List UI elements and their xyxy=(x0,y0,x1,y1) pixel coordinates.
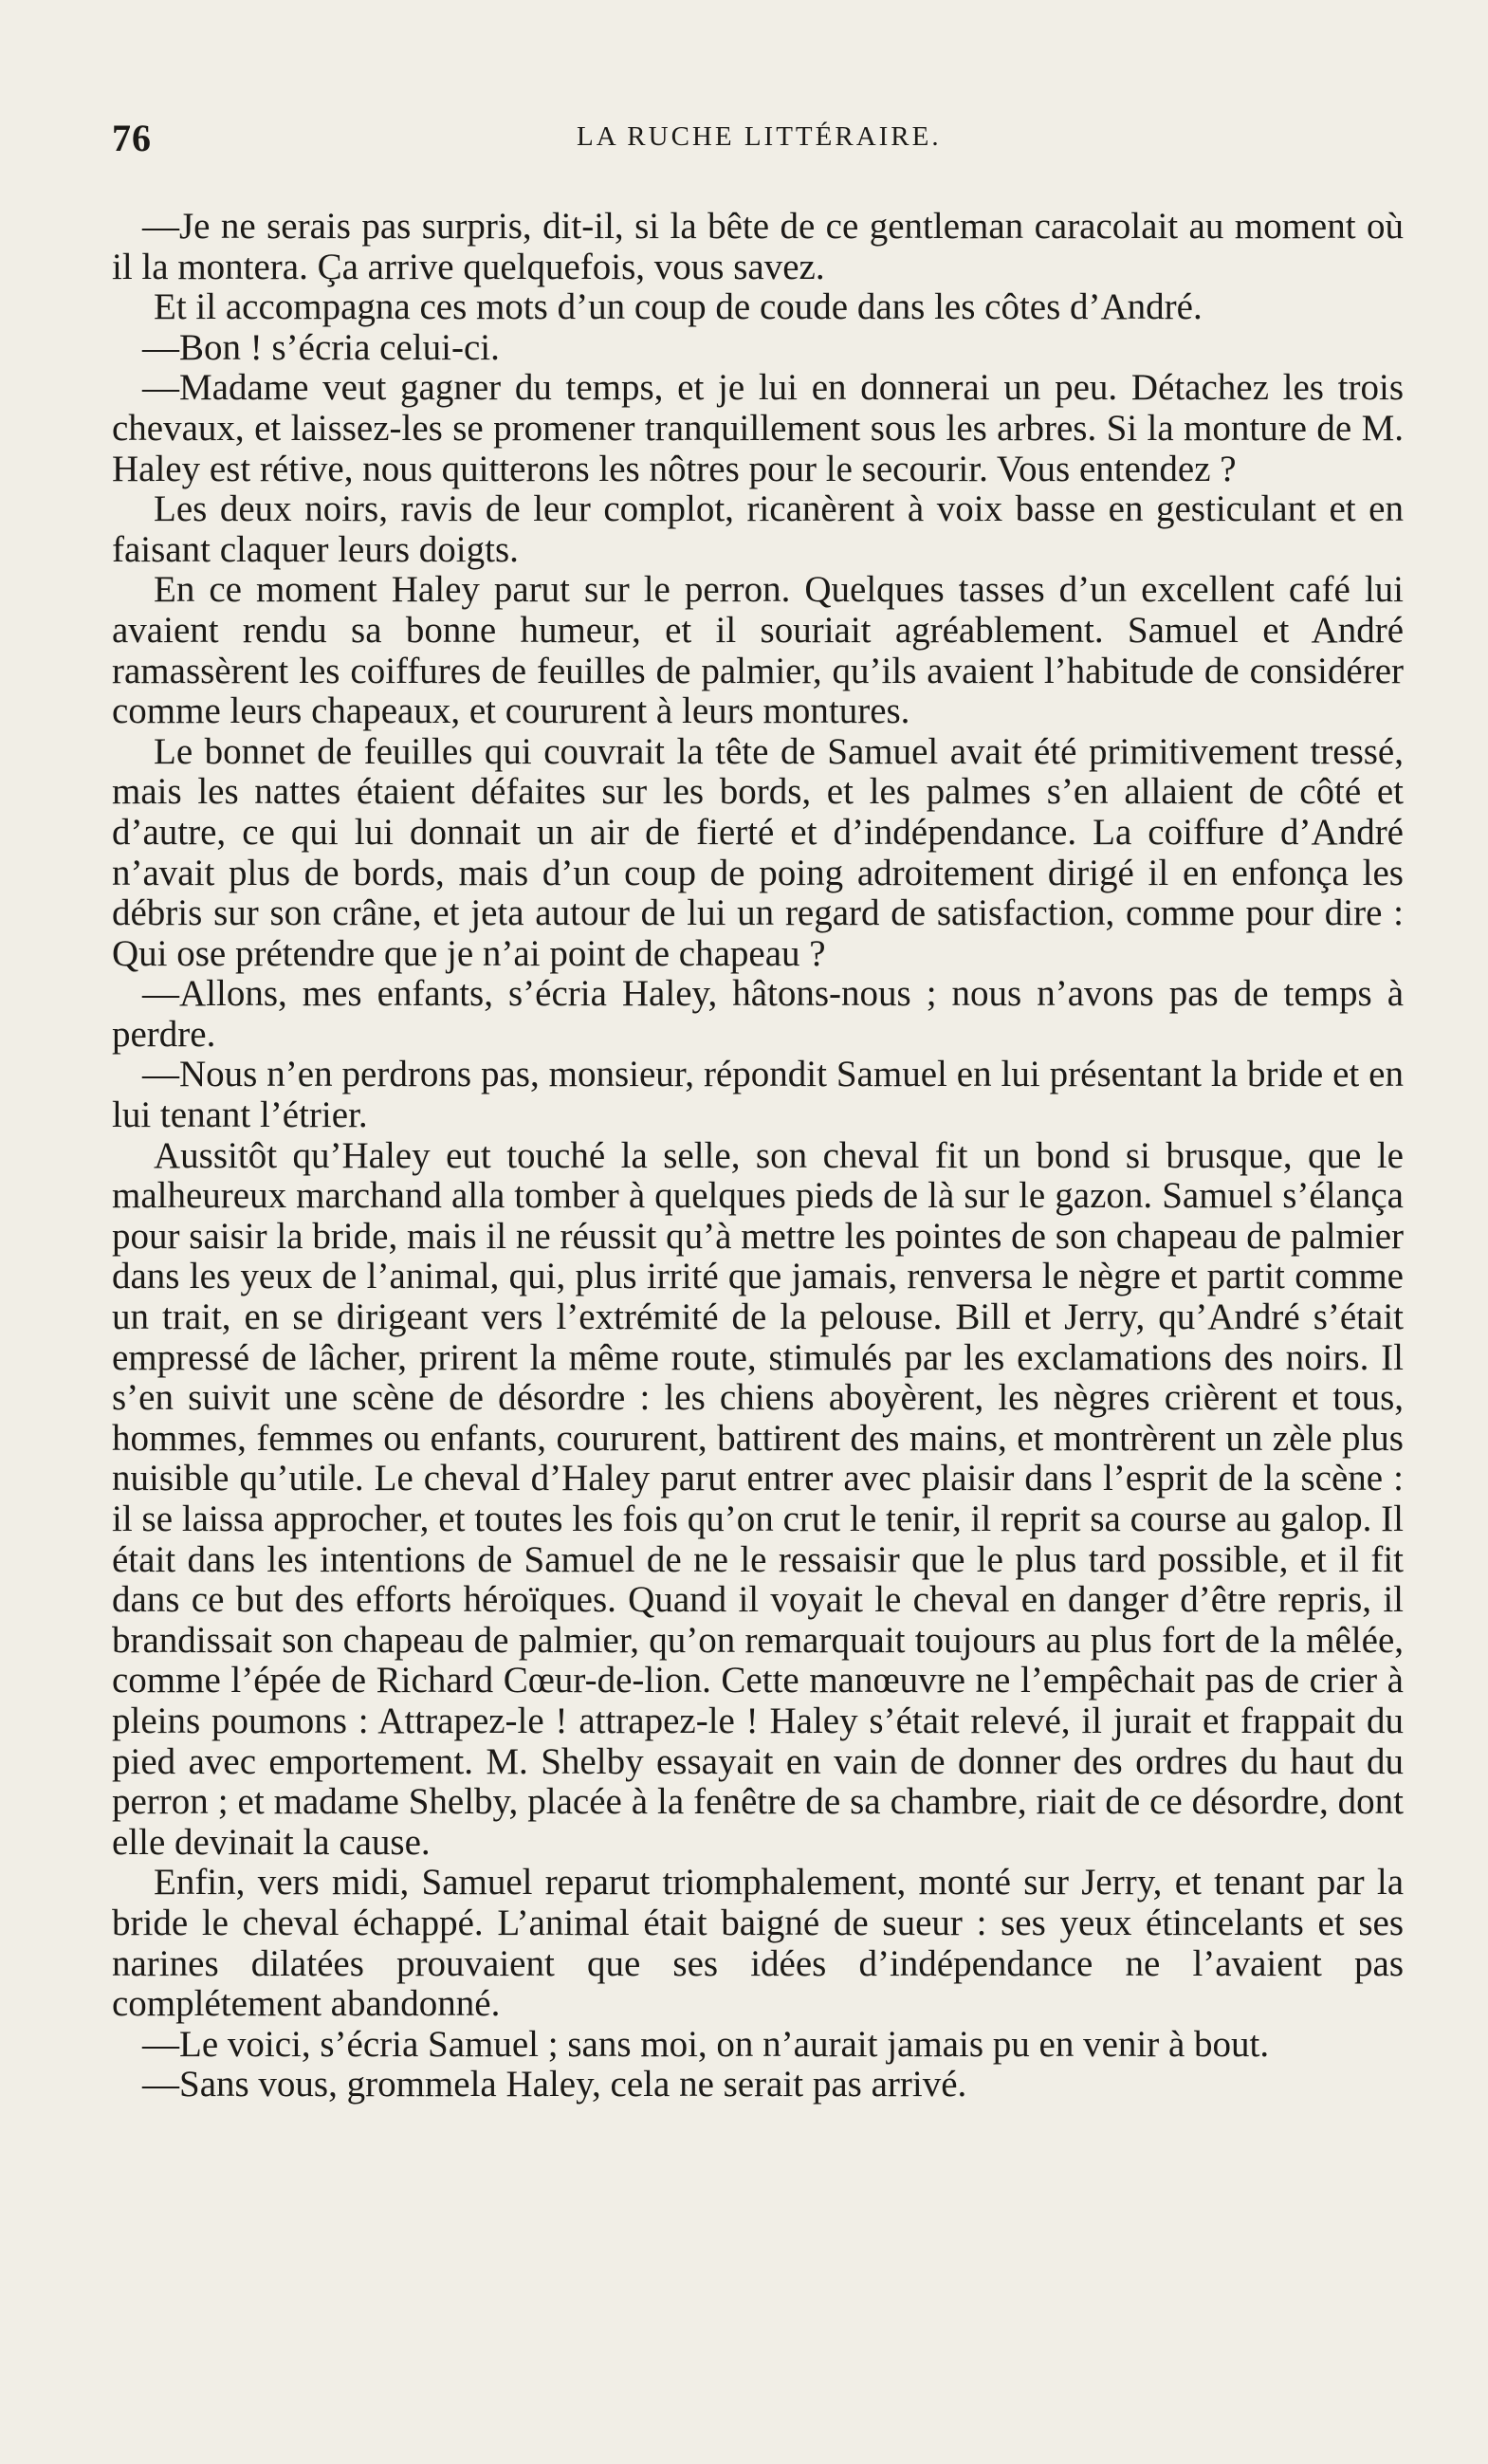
paragraph: —Allons, mes enfants, s’écria Haley, hâtons-nous ; nous n’avons pas de temps à perdre. xyxy=(112,973,1404,1055)
paragraph: Et il accompagna ces mots d’un coup de coude dans les côtes d’André. xyxy=(154,286,1203,328)
page-header xyxy=(112,116,1402,173)
paragraph: Le bonnet de feuilles qui couvrait la tête de Samuel avait été primitivement tressé, mais les nattes étaient défaites sur les bords, et les palmes s’en allaient de côté et d’autre, ce qui lui donnait un air de fierté et d’indépendance. La coiffure d’André n’avait plus de bords, mais d’un coup de poing adroitement dirigé il en enfonça les débris sur son crâne, et jeta autour de lui un regard de satisfaction, comme pour dire : Qui ose prétendre que je n’ai point de chapeau ? xyxy=(112,730,1404,974)
paragraph: Les deux noirs, ravis de leur complot, ricanèrent à voix basse en gesticulant et en faisant claquer leurs doigts. xyxy=(112,488,1404,570)
body-text xyxy=(112,207,1404,2105)
paragraph: —Sans vous, grommela Haley, cela ne serait pas arrivé. xyxy=(142,2064,967,2105)
running-head: LA RUCHE LITTÉRAIRE. xyxy=(577,121,942,152)
paragraph: —Nous n’en perdrons pas, monsieur, répondit Samuel en lui présentant la bride et en lui tenant l’étrier. xyxy=(112,1054,1404,1136)
paragraph: —Je ne serais pas surpris, dit-il, si la bête de ce gentleman caracolait au moment où il la montera. Ça arrive quelquefois, vous savez. xyxy=(112,206,1404,287)
paragraph: —Madame veut gagner du temps, et je lui en donnerai un peu. Détachez les trois chevaux, et laissez-les se promener tranquillement sous les arbres. Si la monture de M. Haley est rétive, nous quitterons les nôtres pour le secourir. Vous entendez ? xyxy=(112,367,1404,489)
paragraph: Aussitôt qu’Haley eut touché la selle, son cheval fit un bond si brusque, que le malheureux marchand alla tomber à quelques pieds de là sur le gazon. Samuel s’élança pour saisir la bride, mais il ne réussit qu’à mettre les pointes de son chapeau de palmier dans les yeux de l’animal, qui, plus irrité que jamais, renversa le nègre et partit comme un trait, en se dirigeant vers l’extrémité de la pelouse. Bill et Jerry, qu’André s’était empressé de lâcher, prirent la même route, stimulés par les exclamations des noirs. Il s’en suivit une scène de désordre : les chiens aboyèrent, les nègres crièrent et tous, hommes, femmes ou enfants, coururent, battirent des mains, et montrèrent un zèle plus nuisible qu’utile. Le cheval d’Haley parut entrer avec plaisir dans l’esprit de la scène : il se laissa approcher, et toutes les fois qu’on crut le tenir, il reprit sa course au galop. Il était dans les intentions de Samuel de ne le ressaisir que le plus tard possible, et il fit dans ce but des efforts héroïques. Quand il voyait le cheval en danger d’être repris, il brandissait son chapeau de palmier, qu’on remarquait toujours au plus fort de la mêlée, comme l’épée de Richard Cœur-de-lion. Cette manœuvre ne l’empêchait pas de crier à pleins poumons : Attrapez-le ! attrapez-le ! Haley s’était relevé, il jurait et frappait du pied avec emportement. M. Shelby essayait en vain de donner des ordres du haut du perron ; et madame Shelby, placée à la fenêtre de sa chambre, riait de ce désordre, dont elle devinait la cause. xyxy=(112,1134,1404,1863)
paragraph: —Le voici, s’écria Samuel ; sans moi, on n’aurait jamais pu en venir à bout. xyxy=(142,2023,1270,2065)
page-number: 76 xyxy=(112,117,152,159)
paragraph: Enfin, vers midi, Samuel reparut triomphalement, monté sur Jerry, et tenant par la bride le cheval échappé. L’animal était baigné de sueur : ses yeux étincelants et ses narines dilatées prouvaient que ses idées d’indépendance ne l’avaient pas complétement abandonné. xyxy=(112,1862,1404,2025)
paragraph: En ce moment Haley parut sur le perron. Quelques tasses d’un excellent café lui avaient rendu sa bonne humeur, et il souriait agréablement. Samuel et André ramassèrent les coiffures de feuilles de palmier, qu’ils avaient l’habitude de considérer comme leurs chapeaux, et coururent à leurs montures. xyxy=(112,569,1404,732)
paragraph: —Bon ! s’écria celui-ci. xyxy=(142,326,500,368)
